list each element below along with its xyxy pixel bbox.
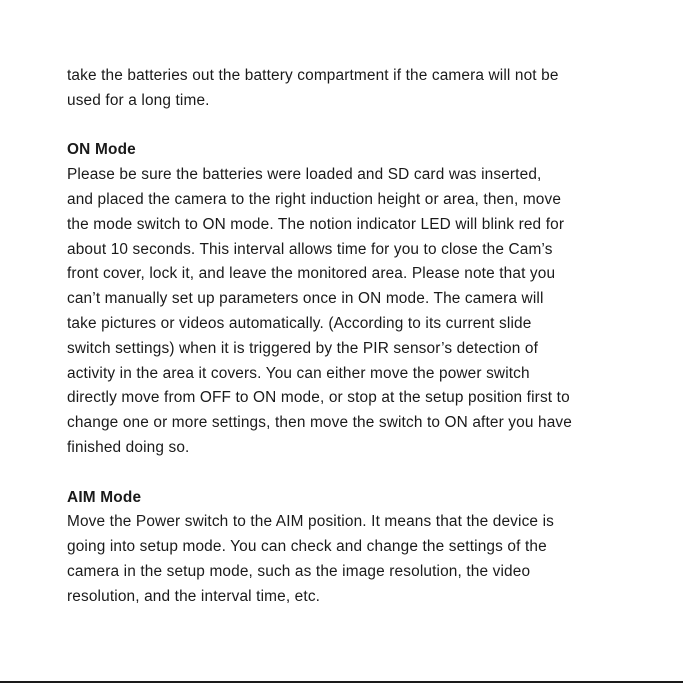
aim-mode-line: Move the Power switch to the AIM position. It means that the device is [67,513,554,531]
aim-mode-section [67,486,627,610]
on-mode-line: can’t manually set up parameters once in ON mode. The camera will [67,290,544,308]
on-mode-line: take pictures or videos automatically. (According to its current slide [67,314,532,332]
on-mode-heading: ON Mode [67,141,136,159]
on-mode-section [67,138,627,460]
on-mode-line: the mode switch to ON mode. The notion indicator LED will blink red for [67,215,565,233]
intro-paragraph [67,64,627,114]
aim-mode-line: going into setup mode. You can check and change the settings of the [67,538,547,556]
aim-mode-line: resolution, and the interval time, etc. [67,587,321,605]
paragraph-spacer [67,114,627,139]
intro-line: take the batteries out the battery compartment if the camera will not be [67,67,559,84]
aim-mode-heading: AIM Mode [67,488,142,506]
on-mode-line: about 10 seconds. This interval allows time for you to close the Cam’s [67,240,553,258]
on-mode-line: switch settings) when it is triggered by the PIR sensor’s detection of [67,339,539,357]
intro-line: used for a long time. [67,91,210,109]
on-mode-line: directly move from OFF to ON mode, or stop at the setup position first to [67,389,570,407]
on-mode-line: and placed the camera to the right induction height or area, then, move [67,190,562,208]
on-mode-line: front cover, lock it, and leave the monitored area. Please note that you [67,265,556,283]
paragraph-spacer [67,461,627,486]
on-mode-line: activity in the area it covers. You can either move the power switch [67,364,530,382]
on-mode-line: change one or more settings, then move the switch to ON after you have [67,414,572,432]
manual-page [67,64,627,610]
aim-mode-line: camera in the setup mode, such as the image resolution, the video [67,562,531,580]
on-mode-line: Please be sure the batteries were loaded and SD card was inserted, [67,166,542,184]
on-mode-line: finished doing so. [67,438,190,456]
